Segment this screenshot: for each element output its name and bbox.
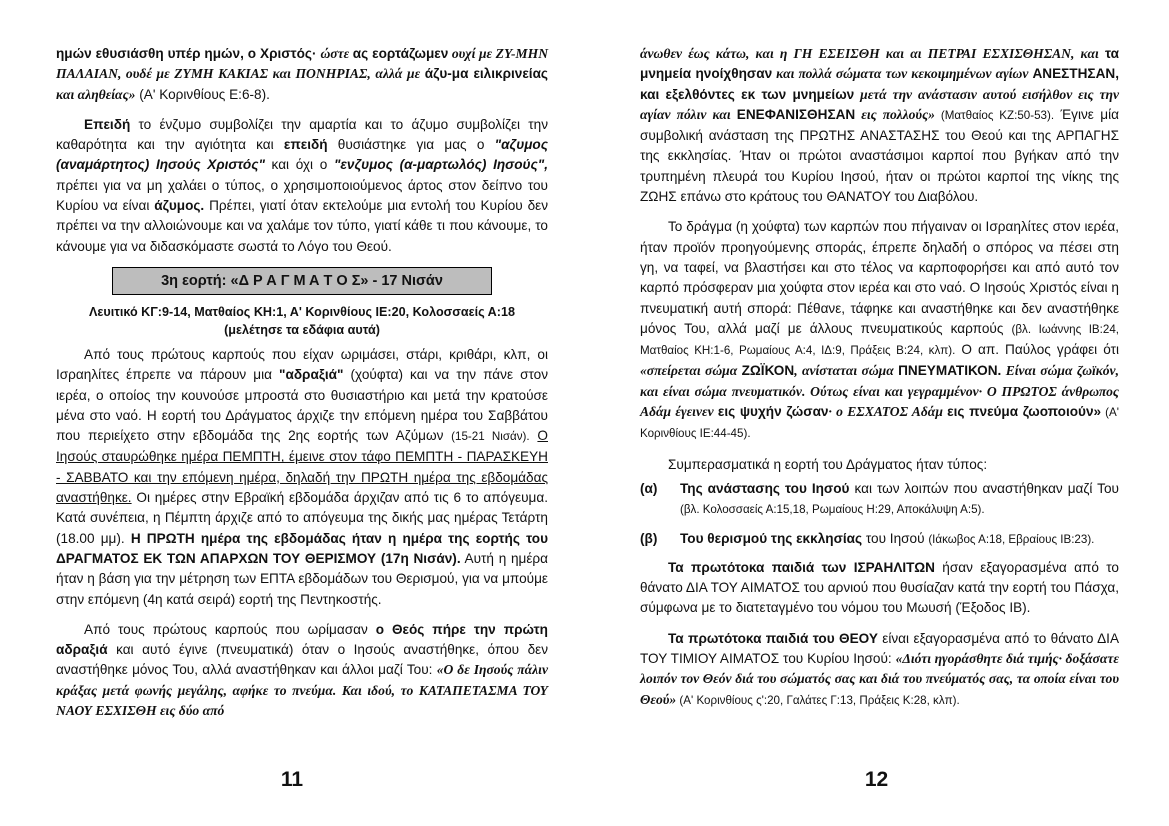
text-run: άζυμος. [154, 198, 205, 214]
paragraph-2 [640, 217, 1119, 444]
text-run: «σπείρεται σώμα [640, 363, 742, 379]
paragraph-4 [640, 558, 1119, 619]
text-run: θυσιάστηκε για μας ο [327, 137, 495, 153]
text-run: Το δράγμα (η χούφτα) των καρπών που πήγαιναν οι Ισραηλίτες στον ιερέα, ήταν προϊόν προηγούμενης σποράς, έπρεπε δηλαδή ο σπόρος να πέσει στη γη, να ταφεί, να βλαστήσει και στο τέλος να καρποφορήσει και από αυτό τον καρπό πρόσφεραν μια χούφτα στον ιερέα και στο ναό. Ο Ιησούς Χριστός είναι η πνευματική αυτή σπορά: Πέθανε, τάφηκε και αναστήθηκε και δεν αναστήθηκε μόνος Του, αλλά μαζί με άλλους πνευματικούς καρπούς [640, 219, 1119, 336]
text-run: του Ιησού [862, 530, 929, 546]
text-run: Η ΠΡΩΤΗ ημέρα της εβδομάδας ήταν η ημέρα της εορτής του ΔΡΑΓΜΑΤΟΣ ΕΚ ΤΩΝ ΑΠΑΡΧΩΝ ΤΟΥ ΘΕΡΙΣΜΟΥ (17η Νισάν). [56, 530, 548, 566]
right-page [584, 0, 1169, 826]
text-run: ΑΝΕΣΤΗΣΑΝ, και εξελθόντες εκ των μνημείων [640, 66, 1119, 102]
text-run: ΠΝΕΥΜΑΤΙΚΟΝ. [898, 363, 1002, 379]
text-run: Έγινε μία συμβολική ανάσταση της ΠΡΩΤΗΣ ΑΝΑΣΤΑΣΗΣ του Θεού και της ΑΡΠΑΓΗΣ της εκκλησίας. Ήταν οι πρώτοι αναστάσιμοι καρποί που βγήκαν από την τρυπημένη πλευρά του Κυρίου Ιησού, ήταν οι πρώτοι καρποί της νίκης της ΖΩΗΣ επάνω στο κράτους του ΘΑΝΑΤΟΥ του Διαβόλου. [640, 106, 1119, 205]
list-item [640, 529, 1119, 550]
text-run: ΕΝΕΦΑΝΙΣΘΗΣΑΝ [736, 106, 856, 122]
underlined-text: Ο Ιησούς σταυρώθηκε ημέρα ΠΕΜΠΤΗ, έμεινε στον τάφο ΠΕΜΠΤΗ - ΠΑΡΑΣΚΕΥΗ - ΣΑΒΒΑΤΟ και την επόμενη ημέρα, δηλαδή την ΠΡΩΤΗ ημέρα της εβδομάδας αναστήθηκε. [56, 428, 548, 506]
paragraph-1 [640, 44, 1119, 207]
text-run: μετά την ανάστασιν αυτού εισήλθον εις την αγίαν πόλιν και [640, 86, 1119, 122]
text-run: εις ψυχήν ζώσαν [717, 404, 829, 420]
text-run: είναι εξαγορασμένα από το θάνατο ΔΙΑ ΤΟΥ ΤΙΜΙΟΥ ΑΙΜΑΤΟΣ του Κυρίου Ιησού: [640, 630, 1120, 667]
paragraph-3 [56, 345, 548, 610]
text-run: ΖΩΪΚΟΝ [741, 363, 795, 379]
page-number: 11 [280, 768, 304, 791]
paragraph-2 [56, 115, 548, 257]
list-label: (α) [640, 480, 658, 496]
citation: (βλ. Ιωάννης ΙΒ:24, Ματθαίος ΚΗ:1-6, Ρωμαίους Α:4, ΙΔ:9, Πράξεις Β:24, κλπ). [640, 322, 1119, 358]
text-run: ΓΗ ΕΣΕΙΣΘΗ [793, 46, 880, 61]
text-run: Τα πρωτότοκα παιδιά των ΙΣΡΑΗΛΙΤΩΝ [668, 559, 935, 575]
references-line: Λευιτικό ΚΓ:9-14, Ματθαίος ΚΗ:1, Α' Κορινθίους ΙΕ:20, Κολοσσαείς Α:18 [89, 304, 515, 319]
text-run: ΠΕΤΡΑΙ ΕΣΧΙΣΘΗΣΑΝ [927, 46, 1071, 61]
text-run: «Ο δε Ιησούς πάλιν κράξας μετά φωνής μεγάλης, αφήκε το πνεύμα. Και ιδού, το ΚΑΤΑΠΕΤΑΣΜΑ ΤΟΥ ΝΑΟΥ ΕΣΧΙΣΘΗ εις δύο από [56, 662, 548, 719]
paragraph-3: Συμπερασματικά η εορτή του Δράγματος ήταν τύπος: [668, 456, 988, 472]
text-run: και αυτό έγινε (πνευματικά) όταν ο Ιησούς αναστήθηκε, όπου δεν αναστήθηκε μόνος Του, αλλά αναστήθηκαν και άλλοι μαζί Του: [56, 642, 548, 678]
text-run: ο Θεός πήρε την πρώτη αδραξιά [56, 621, 548, 658]
text-run: Της ανάστασης του Ιησού [680, 480, 850, 496]
text-run: Πρέπει, γιατί όταν εκτελούμε μια εντολή του Κυρίου δεν πρέπει να την αλλοιώνουμε και να χαλάμε τον τύπο, γιατί κάθε τι που κάνουμε, το κάνουμε για να διδασκόμαστε σωστά το Λόγο του Θεού. [56, 198, 548, 254]
text-run: και πολλά σώματα των κεκοιμημένων αγίων [772, 66, 1033, 82]
text-run: ουχί με ΖΥ-ΜΗΝ ΠΑΛΑΙΑΝ, ουδέ με ΖΥΜΗ ΚΑΚΙΑΣ και ΠΟΝΗΡΙΑΣ, αλλά με [56, 46, 549, 82]
text-run: ημών εθυσιάσθη υπέρ ημών, ο Χριστός· [56, 46, 321, 61]
text-run: επειδή [283, 137, 328, 153]
text-run: Είναι σώμα ζωϊκόν, και είναι σώμα πνευματικόν. Ούτως είναι και γεγραμμένον· Ο ΠΡΩΤΟΣ άνθρωπος Αδάμ έγεινεν [640, 363, 1119, 420]
list-item [640, 479, 1119, 521]
text-run: Τα πρωτότοκα παιδιά του ΘΕΟΥ [668, 630, 878, 646]
references-note: (μελέτησε τα εδάφια αυτά) [224, 322, 380, 337]
text-run: άνωθεν έως κάτω, και η [640, 46, 794, 61]
left-page [0, 0, 584, 826]
text-run: άζυ-μα ειλικρινείας [424, 66, 548, 82]
text-run: · ο ΕΣΧΑΤΟΣ Αδάμ [828, 404, 948, 420]
scripture-references [56, 303, 548, 339]
text-run: Αυτή η ημέρα ήταν η βάση για την μέτρηση των ΕΠΤΑ εβδομάδων του Θερισμού, για να μπούμε στην επόμενη (4η κατά σειρά) εορτή της Πεντηκοστής. [56, 550, 548, 607]
text-run: ήσαν εξαγορασμένα από το θάνατο ΔΙΑ ΤΟΥ ΑΙΜΑΤΟΣ του αρνιού που θυσίαζαν κατά την εορτή του Πάσχα, σύμφωνα με το διατεταγμένο του νόμου του Μωυσή (Έξοδος ΙΒ). [640, 559, 1119, 616]
text-run: «Διότι ηγοράσθητε διά τιμής· δοξάσατε λοιπόν τον Θεόν διά του σώματός σας και διά του πνεύματός σας, τα οποία είναι του Θεού» [640, 651, 1119, 707]
citation: (Ιάκωβος Α:18, Εβραίους ΙΒ:23). [928, 532, 1095, 546]
paragraph-4 [56, 620, 548, 721]
text-run: και αληθείας» [56, 86, 136, 102]
paragraph-1 [56, 44, 548, 105]
text-run: Από τους πρώτους καρπούς που είχαν ωριμάσει, στάρι, κριθάρι, κλπ, οι Ισραηλίτες έπρεπε να πάρουν μια [56, 346, 548, 383]
text-run: το ένζυμο συμβολίζει την αμαρτία και το άζυμο συμβολίζει την καθαρότητα και την αγιότητα και [56, 116, 548, 153]
text-run: πρέπει για να μη χαλάει ο τύπος, ο χρησιμοποιούμενος άρτος στον δείπνο του Κυρίου να είναι [56, 177, 548, 214]
text-run: Οι ημέρες στην Εβραϊκή εβδομάδα άρχιζαν από τις 6 το απόγευμα. Κατά συνέπεια, η Πέμπτη άρχιζε από το απόγευμα της δικής μας ημέρας Τετάρτη (18.00 μμ). [56, 490, 548, 546]
citation: (Ματθαίος ΚΖ:50-53). [934, 108, 1055, 122]
text-run: , ανίσταται σώμα [794, 363, 899, 379]
citation: (Α' Κορινθίους Ε:6-8). [135, 86, 270, 102]
text-run: ας εορτάζωμεν [352, 46, 449, 61]
text-run: τα μνημεία ηνοίχθησαν [640, 46, 1119, 82]
text-run: και των λοιπών που αναστήθηκαν μαζί Του [849, 480, 1119, 496]
list-label: (β) [640, 530, 658, 546]
feast-heading-box: 3η εορτή: «Δ Ρ Α Γ Μ Α Τ Ο Σ» - 17 Νισάν [112, 267, 492, 295]
text-run: και αι [879, 46, 928, 61]
page-number: 12 [864, 768, 889, 791]
text-run: (15-21 Νισάν). [451, 430, 530, 444]
text-run: εις πολλούς» [855, 106, 935, 122]
text-run: "αζυμος (αναμάρτητος) Ιησούς Χριστός" [56, 137, 548, 173]
text-run: εις πνεύμα ζωοποιούν» [947, 404, 1102, 420]
text-run: Επειδή [84, 116, 131, 132]
text-run: "ενζυμος (α-μαρτωλός) Ιησούς", [333, 157, 548, 173]
citation: (Α' Κορινθίους ς':20, Γαλάτες Γ:13, Πράξεις Κ:28, κλπ). [676, 693, 960, 707]
text-run: Του θερισμού της εκκλησίας [680, 530, 863, 546]
paragraph-5 [640, 629, 1119, 711]
text-run: "αδραξιά" [279, 367, 344, 383]
citation: (Α' Κορινθίους ΙΕ:44-45). [640, 406, 1119, 441]
text-run: (χούφτα) και να την πάνε στον ιερέα, ο οποίος την κουνούσε μπροστά στο θυσιαστήριο και μετά την κρατούσε μένα στο ναό. Η εορτή του Δράγματος άρχιζε την επόμενη ημέρα του Σαββάτου που περιείχετο στην εβδομάδα της 2ης εορτής των Αζύμων [56, 367, 549, 444]
citation: (βλ. Κολοσσαείς Α:15,18, Ρωμαίους Η:29, Αποκάλυψη Α:5). [680, 503, 985, 517]
text-run: , και [1071, 46, 1105, 61]
text-run: ώστε [320, 46, 353, 61]
text-run: και όχι ο [264, 157, 334, 173]
text-run: Από τους πρώτους καρπούς που ωρίμασαν [84, 621, 376, 637]
text-run: Ο απ. Παύλος γράφει ότι [955, 342, 1119, 358]
